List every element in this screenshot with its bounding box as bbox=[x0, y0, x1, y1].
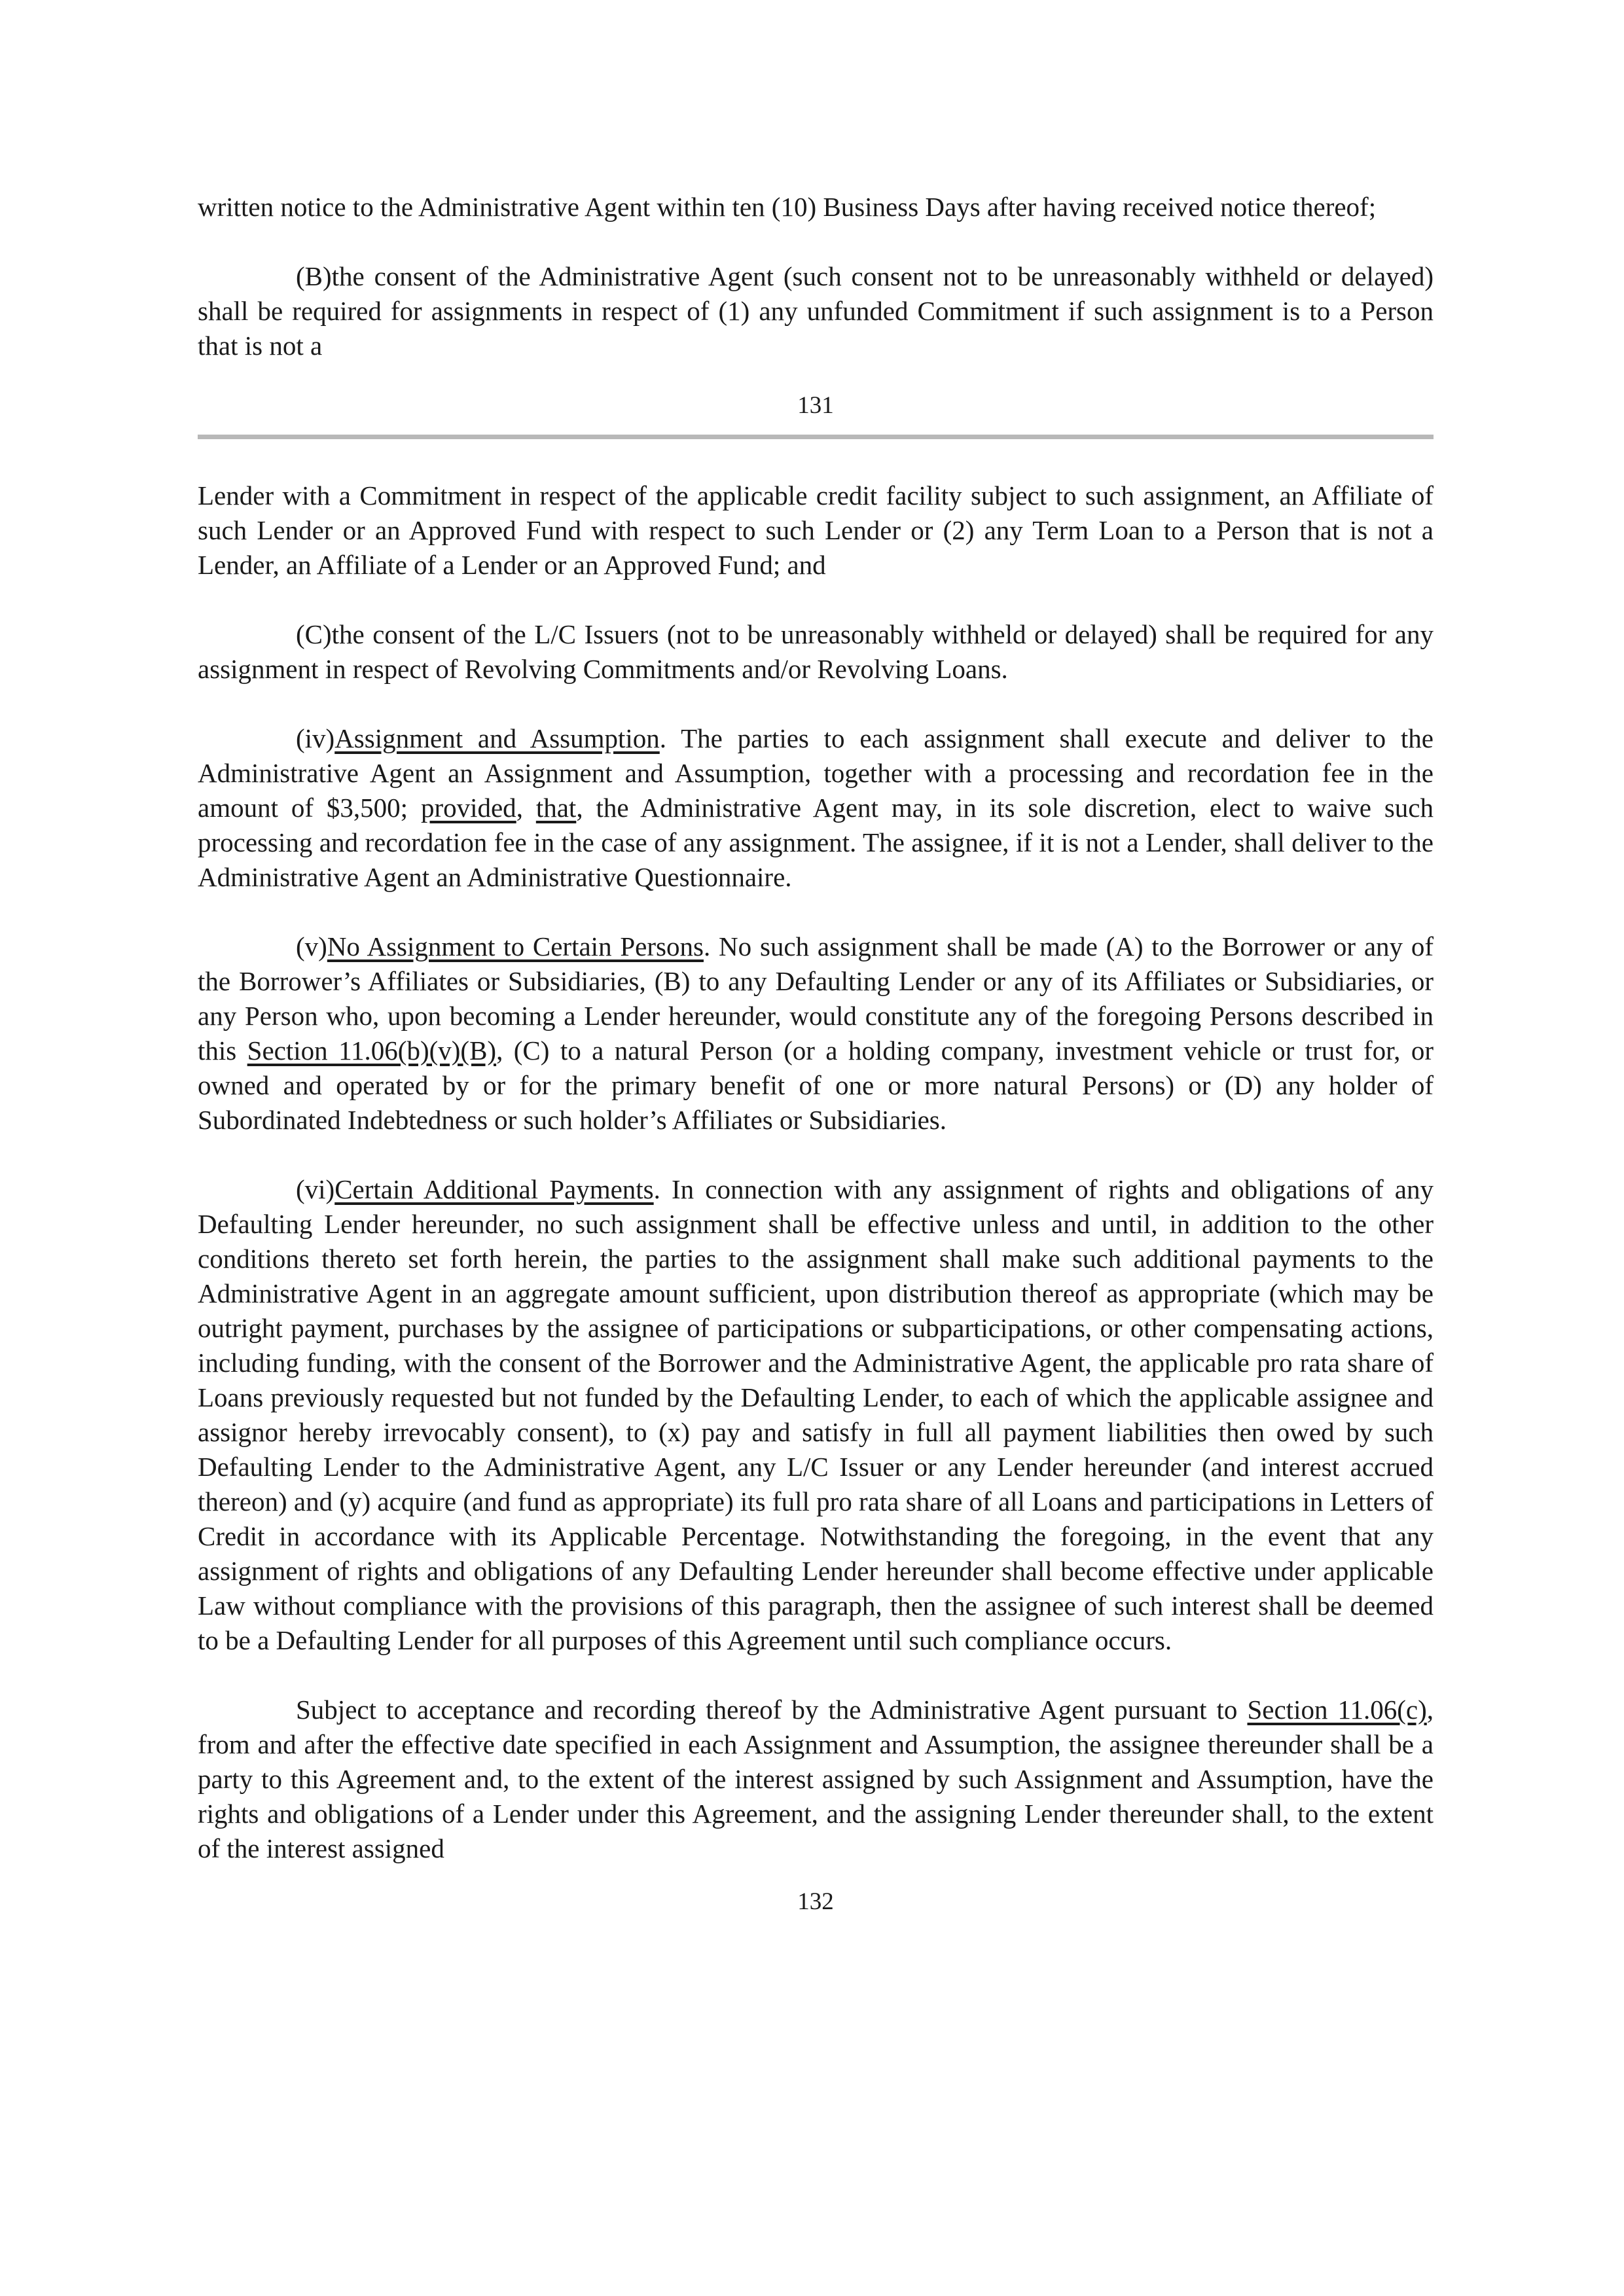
clause-number: (iv) bbox=[296, 723, 335, 753]
clause-text: Subject to acceptance and recording thereof by the Administrative Agent pursuant to bbox=[296, 1695, 1248, 1725]
clause-heading: Assignment and Assumption bbox=[334, 723, 660, 753]
clause-text: , bbox=[516, 793, 536, 823]
clause-heading: No Assignment to Certain Persons bbox=[327, 931, 704, 961]
document-page bbox=[198, 190, 1434, 1919]
clause-heading: Certain Additional Payments bbox=[334, 1174, 654, 1204]
clause-text: , from and after the effective date specified in each Assignment and Assumption, the assignee thereunder shall be a party to this Agreement and, to the extent of the interest assigned by such Assignment and Assumption, have the rights and obligations of a Lender under this Agreement, and the assigning Lender thereunder shall, to the extent of the interest assigned bbox=[198, 1695, 1434, 1863]
paragraph-consent-admin-agent: (B)the consent of the Administrative Agent (such consent not to be unreasonably withheld or delayed) shall be required for assignments in respect of (1) any unfunded Commitment if such assignment is to a Person that is not a bbox=[198, 261, 1434, 361]
paragraph-consent-lc-issuers: (C)the consent of the L/C Issuers (not to be unreasonably withheld or delayed) shall be required for any assignment in respect of Revolving Commitments and/or Revolving Loans. bbox=[198, 619, 1434, 684]
clause-text: . No such assignment shall be made (A) to the Borrower or any of the Borrower’s Affiliates or Subsidiaries, (B) to any Defaulting Lender or any of its Affiliates or Subsidiaries, or any Person who, upon becoming a Lender hereunder, would constitute any of the foregoing Persons described in this bbox=[198, 931, 1434, 1066]
clause-text: . The parties to each assignment shall execute and deliver to the Administrative Agent an Assignment and Assumption, together with a processing and recordation fee in the amount of $3,500; bbox=[198, 723, 1434, 823]
paragraph-assignment-and-assumption bbox=[198, 721, 1434, 895]
clause-text: , the Administrative Agent may, in its sole discretion, elect to waive such processing and recordation fee in the case of any assignment. The assignee, if it is not a Lender, shall deliver to the Administrative Agent an Administrative Questionnaire. bbox=[198, 793, 1434, 892]
paragraph-acceptance-and-recording bbox=[198, 1693, 1434, 1866]
provided-term: provided bbox=[420, 793, 516, 823]
paragraph-lender-commitment: Lender with a Commitment in respect of the applicable credit facility subject to such assignment, an Affiliate of such Lender or an Approved Fund with respect to such Lender or (2) any Term Loan to a Person that is not a Lender, an Affiliate of a Lender or an Approved Fund; and bbox=[198, 480, 1434, 580]
clause-number: (vi) bbox=[296, 1174, 335, 1204]
page-break-divider bbox=[198, 435, 1434, 439]
paragraph-notice-continuation: written notice to the Administrative Agent within ten (10) Business Days after having received notice thereof; bbox=[198, 192, 1377, 222]
paragraph-certain-additional-payments bbox=[198, 1172, 1434, 1658]
clause-text: , (C) to a natural Person (or a holding company, investment vehicle or trust for, or owned and operated by or for the primary benefit of one or more natural Persons) or (D) any holder of Subordinated Indebtedness or such holder’s Affiliates or Subsidiaries. bbox=[198, 1035, 1434, 1135]
page-number-132: 132 bbox=[797, 1888, 834, 1915]
section-reference: Section 11.06(c) bbox=[1247, 1695, 1427, 1725]
paragraph-no-assignment-certain-persons bbox=[198, 929, 1434, 1138]
clause-text: . In connection with any assignment of rights and obligations of any Defaulting Lender hereunder, no such assignment shall be effective unless and until, in addition to the other conditions thereto set forth herein, the parties to the assignment shall make such additional payments to the Administrative Agent in an aggregate amount sufficient, upon distribution thereof as appropriate (which may be outright payment, purchases by the assignee of participations or subparticipations, or other compensating actions, including funding, with the consent of the Borrower and the Administrative Agent, the applicable pro rata share of Loans previously requested but not funded by the Defaulting Lender, to each of which the applicable assignee and assignor hereby irrevocably consent), to (x) pay and satisfy in full all payment liabilities then owed by such Defaulting Lender to the Administrative Agent, any L/C Issuer or any Lender hereunder (and interest accrued thereon) and (y) acquire (and fund as appropriate) its full pro rata share of all Loans and participations in Letters of Credit in accordance with its Applicable Percentage. Notwithstanding the foregoing, in the event that any assignment of rights and obligations of any Defaulting Lender hereunder shall become effective under applicable Law without compliance with the provisions of this paragraph, then the assignee of such interest shall be deemed to be a Defaulting Lender for all purposes of this Agreement until such compliance occurs. bbox=[198, 1174, 1434, 1655]
page-number-131: 131 bbox=[797, 392, 834, 419]
that-term: that bbox=[535, 793, 577, 823]
clause-number: (v) bbox=[296, 931, 327, 961]
section-reference: Section 11.06(b)(v)(B) bbox=[247, 1035, 497, 1066]
